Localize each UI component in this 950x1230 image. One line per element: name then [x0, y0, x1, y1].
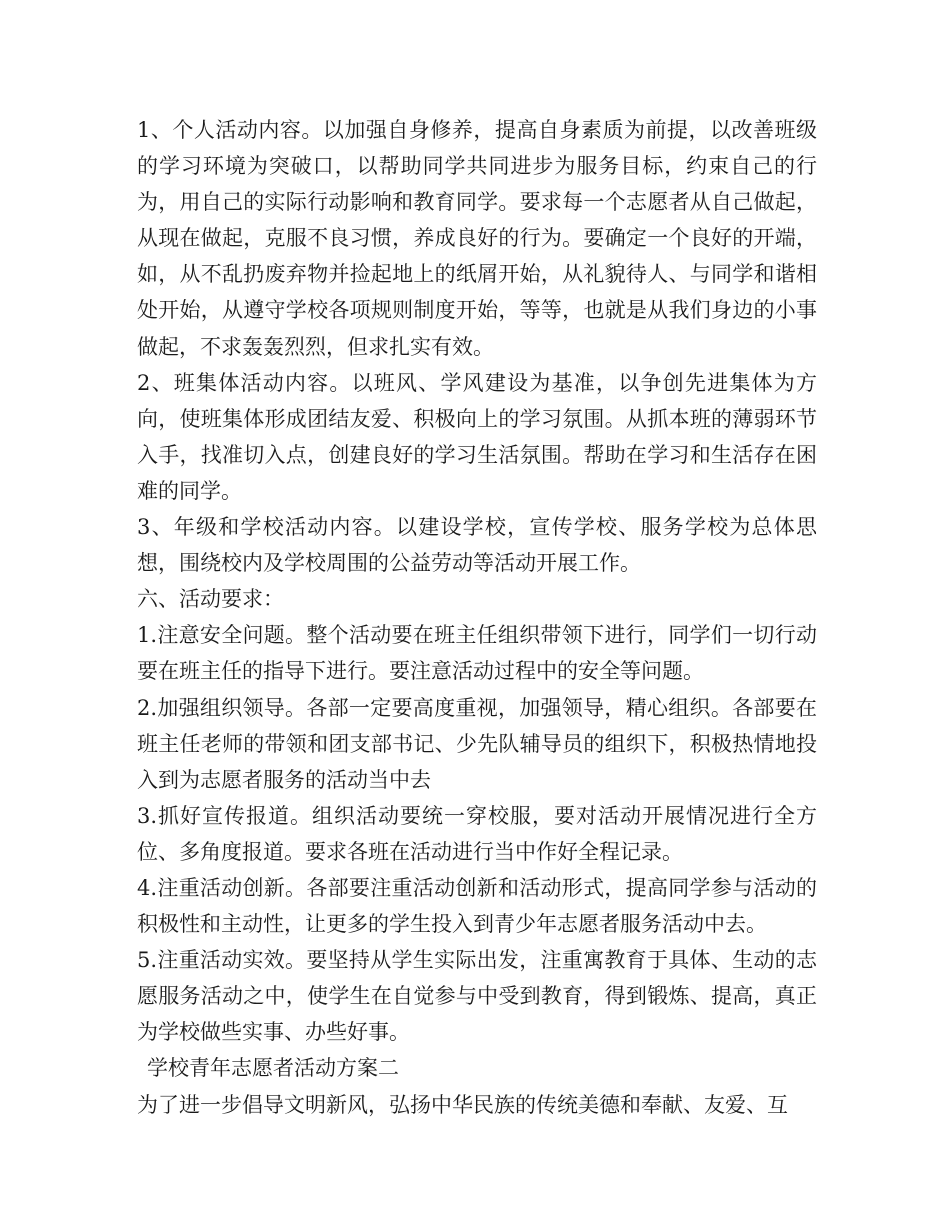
- paragraph-class-activities: 2、班集体活动内容。以班风、学风建设为基准，以争创先进集体为方向，使班集体形成团结友爱、积极向上的学习氛围。从抓本班的薄弱环节入手，找准切入点，创建良好的学习生活氛围。帮助在学习和生活存在困难的同学。: [137, 370, 817, 503]
- requirement-innovation: 4.注重活动创新。各部要注重活动创新和活动形式，提高同学参与活动的积极性和主动性，让更多的学生投入到青少年志愿者服务活动中去。: [137, 875, 817, 937]
- paragraph-personal-activities: 1、个人活动内容。以加强自身修养，提高自身素质为前提，以改善班级的学习环境为突破口，以帮助同学共同进步为服务目标，约束自己的行为，用自己的实际行动影响和教育同学。要求每一个志愿者从自己做起，从现在做起，克服不良习惯，养成良好的行为。要确定一个良好的开端，如，从不乱扔废弃物并捡起地上的纸屑开始，从礼貌待人、与同学和谐相处开始，从遵守学校各项规则制度开始，等等，也就是从我们身边的小事做起，不求轰轰烈烈，但求扎实有效。: [137, 118, 817, 359]
- section-heading-requirements: 六、活动要求：: [137, 587, 284, 612]
- requirement-effectiveness: 5.注重活动实效。要坚持从学生实际出发，注重寓教育于具体、生动的志愿服务活动之中，使学生在自觉参与中受到教育，得到锻炼、提高，真正为学校做些实事、办些好事。: [137, 948, 817, 1045]
- plan-two-intro: 为了进一步倡导文明新风，弘扬中华民族的传统美德和奉献、友爱、互: [137, 1092, 788, 1117]
- paragraph-school-activities: 3、年级和学校活动内容。以建设学校，宣传学校、服务学校为总体思想，围绕校内及学校周围的公益劳动等活动开展工作。: [137, 515, 817, 576]
- requirement-leadership: 2.加强组织领导。各部一定要高度重视，加强领导，精心组织。各部要在班主任老师的带领和团支部书记、少先队辅导员的组织下，积极热情地投入到为志愿者服务的活动当中去: [137, 695, 817, 792]
- document-page: [137, 112, 817, 1123]
- requirement-safety: 1.注意安全问题。整个活动要在班主任组织带领下进行，同学们一切行动要在班主任的指导下进行。要注意活动过程中的安全等问题。: [137, 623, 817, 684]
- plan-two-title: 学校青年志愿者活动方案二: [147, 1056, 399, 1081]
- requirement-publicity: 3.抓好宣传报道。组织活动要统一穿校服，要对活动开展情况进行全方位、多角度报道。要求各班在活动进行当中作好全程记录。: [137, 803, 817, 864]
